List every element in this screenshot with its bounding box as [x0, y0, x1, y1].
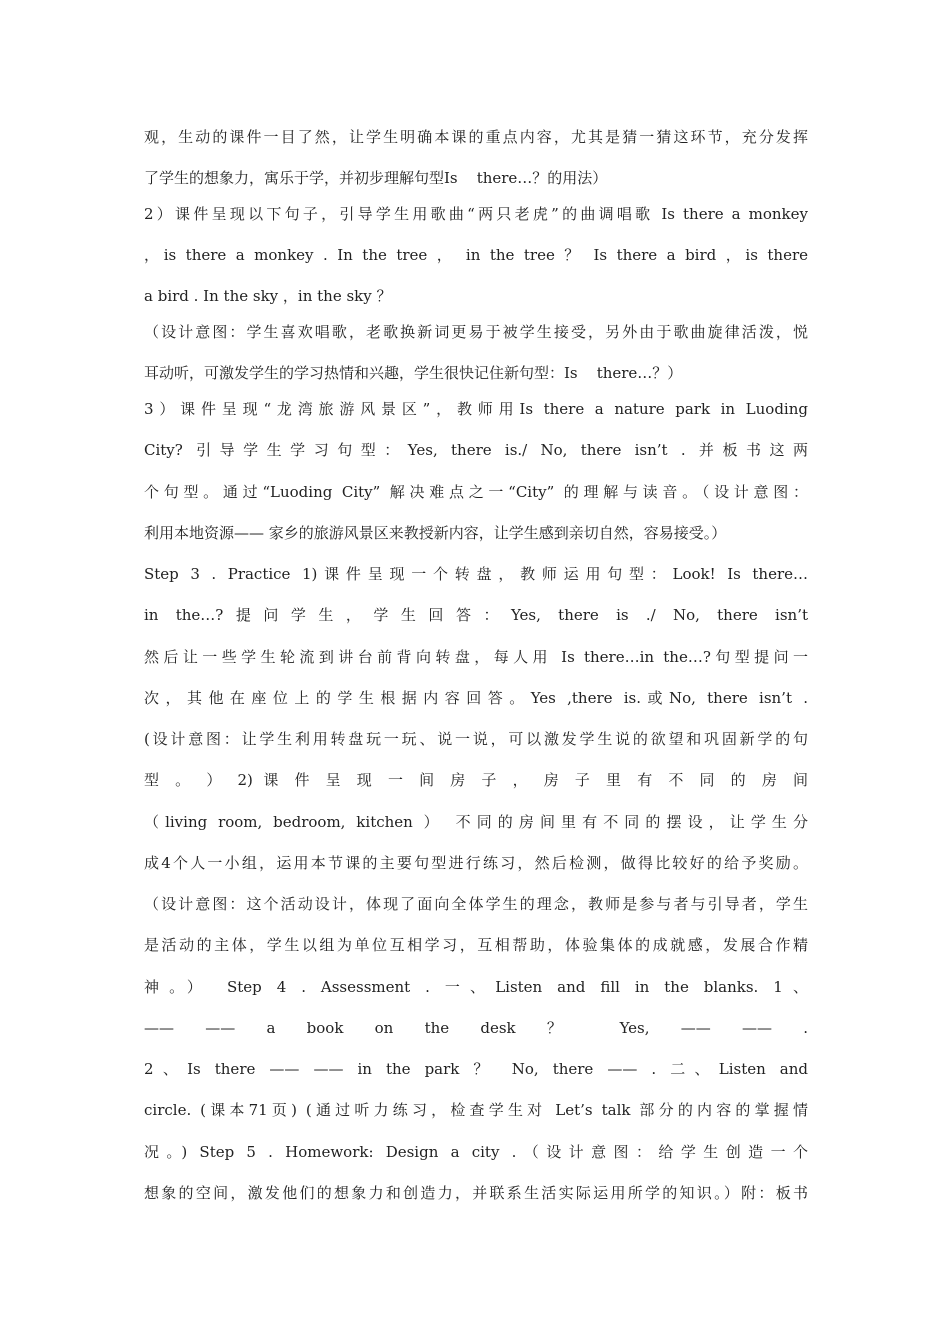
text-line: （设计意图：这个活动设计，体现了面向全体学生的理念，教师是参与者与引导者，学生	[144, 895, 808, 913]
text-line: （设计意图：学生喜欢唱歌，老歌换新词更易于被学生接受，另外由于歌曲旋律活泼，悦	[144, 323, 808, 341]
text-line: 型 。 ） 2) 课 件 呈 现 一 间 房 子 ， 房 子 里 有 不 同 的 房 间	[144, 771, 808, 789]
text-line: —— —— a book on the desk ？ Yes, —— —— .	[144, 1019, 808, 1037]
text-line: 是活动的主体，学生以组为单位互相学习，互相帮助，体验集体的成就感，发展合作精	[144, 936, 808, 954]
text-line: City? 引导学生学习句型：Yes, there is./ No, there isn’t . 并板书这两	[144, 441, 808, 459]
text-line: 3）课件呈现“龙湾旅游风景区”，教师用Is there a nature park in Luoding	[144, 400, 808, 418]
text-line: 个句型。通过“Luoding City” 解决难点之一“City” 的理解与读音。（设计意图：	[144, 483, 808, 501]
text-line: 2）课件呈现以下句子，引导学生用歌曲“两只老虎”的曲调唱歌 Is there a monkey	[144, 205, 808, 223]
text-line: 利用本地资源—— 家乡的旅游风景区来教授新内容，让学生感到亲切自然，容易接受。）	[144, 524, 727, 542]
text-line: 想象的空间，激发他们的想象力和创造力，并联系生活实际运用所学的知识。）附：板书	[144, 1184, 808, 1202]
text-line: Step 3 . Practice 1)课件呈现一个转盘，教师运用句型：Look! Is there…	[144, 565, 808, 583]
text-line: 了学生的想象力，寓乐于学，并初步理解句型Is there…？的用法）	[144, 169, 608, 187]
text-line: (设计意图：让学生利用转盘玩一玩、说一说，可以激发学生说的欲望和巩固新学的句	[144, 730, 808, 748]
text-line: 次，其他在座位上的学生根据内容回答。Yes ,there is.或No, there isn’t .	[144, 689, 808, 707]
text-line: ，is there a monkey . In the tree ， in the tree ？ Is there a bird ，is there	[144, 246, 808, 264]
text-line: in the…?提问学生，学生回答：Yes, there is ./ No, there isn’t	[144, 606, 808, 624]
text-line: 观，生动的课件一目了然，让学生明确本课的重点内容，尤其是猜一猜这环节，充分发挥	[144, 128, 808, 146]
text-line: 成4个人一小组，运用本节课的主要句型进行练习，然后检测，做得比较好的给予奖励。	[144, 854, 808, 872]
text-line: circle. (课本71页) (通过听力练习，检查学生对 Let’s talk 部分的内容的掌握情	[144, 1101, 808, 1119]
text-line: 耳动听，可激发学生的学习热情和兴趣，学生很快记住新句型：Is there…？）	[144, 364, 683, 382]
text-line: 况。) Step 5 . Homework: Design a city .（设计意图：给学生创造一个	[144, 1143, 808, 1161]
text-line: （living room, bedroom, kitchen ） 不同的房间里有不同的摆设，让学生分	[144, 813, 808, 831]
text-line: 神。） Step 4 . Assessment . 一、Listen and fill in the blanks. 1、	[144, 978, 808, 996]
text-line: 然后让一些学生轮流到讲台前背向转盘，每人用 Is there…in the…?句型提问一	[144, 648, 808, 666]
text-line: 2、Is there —— —— in the park ？ No, there —— . 二、Listen and	[144, 1060, 808, 1078]
text-line: a bird . In the sky ，in the sky ？	[144, 287, 392, 305]
